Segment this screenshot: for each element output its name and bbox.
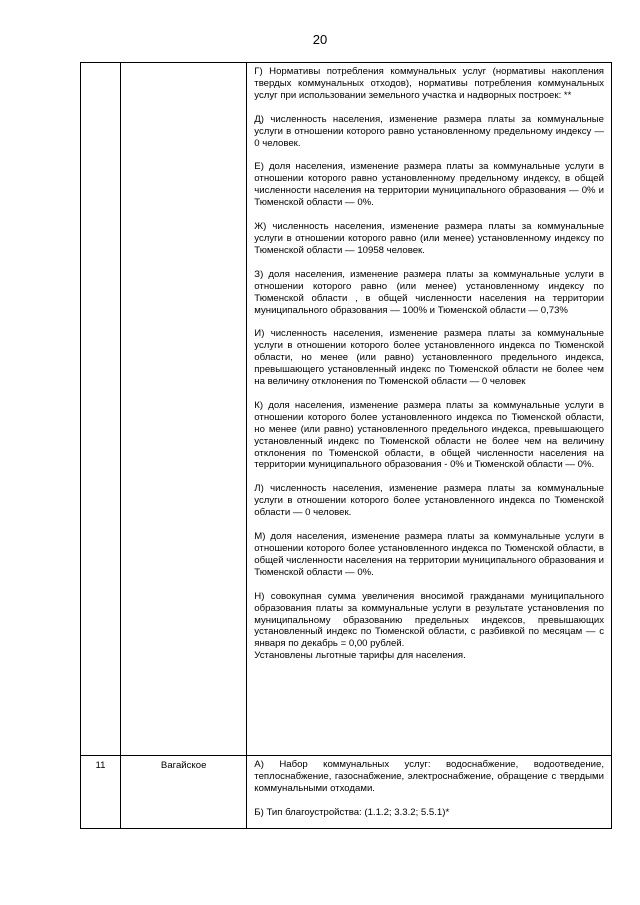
row-number-cell: 11 xyxy=(81,756,121,829)
preferential-tariffs-note: Установлены льготные тарифы для населения. xyxy=(254,650,466,662)
table-row xyxy=(81,756,612,829)
table-row xyxy=(81,63,612,756)
paragraph-m: М) доля населения, изменение размера платы за коммунальные услуги в отношении которого более установленного индекса по Тюменской области, в общей численности населения на территории муниципального образования и Тюменской области — 0%. xyxy=(254,531,604,578)
description-cell xyxy=(247,756,612,829)
paragraph-l: Л) численность населения, изменение размера платы за коммунальные услуги в отношении которого более установленного индекса по Тюменской области — 0 человек. xyxy=(254,483,604,519)
paragraph-zh: Ж) численность населения, изменение размера платы за коммунальные услуги в отношении которого равно (или менее) установленному индексу по Тюменской области — 10958 человек. xyxy=(254,221,604,256)
paragraph-z: З) доля населения, изменение размера платы за коммунальные услуги в отношении которого равно (или менее) установленному индексу по Тюменской области , в общей численности населения на территории муниципального образования — 100% и Тюменской области — 0,73% xyxy=(254,268,604,316)
paragraph-i: И) численность населения, изменение размера платы за коммунальные услуги в отношении которого более установленного индекса по Тюменской области, но менее (или равно) установленного предельного индекса, превышающего установленный индекс по Тюменской области не более чем на величину отклонения по Тюменской области — 0 человек xyxy=(254,328,604,388)
page-number: 20 xyxy=(312,32,328,47)
description-cell xyxy=(247,63,612,756)
municipal-tariff-table xyxy=(80,62,612,829)
paragraph-b: Б) Тип благоустройства: (1.1.2; 3.3.2; 5.5.1)* xyxy=(254,806,450,818)
paragraph-a: А) Набор коммунальных услуг: водоснабжение, водоотведение, теплоснабжение, газоснабжение, электроснабжение, обращение с твердыми коммунальными отходами. xyxy=(254,759,604,794)
paragraph-g: Г) Нормативы потребления коммунальных услуг (нормативы накопления твердых коммунальных отходов), нормативы потребления коммунальных услуг при использовании земельного участка и надворных построек: ** xyxy=(254,66,604,101)
paragraph-k: К) доля населения, изменение размера платы за коммунальные услуги в отношении которого более установленного индекса по Тюменской области, но менее (или равно) установленного предельного индекса, превышающего установленный индекс по Тюменской области не более чем на величину отклонения по Тюменской области, в общей численности населения на территории муниципального образования - 0% и Тюменской области — 0%. xyxy=(254,399,604,471)
paragraph-d: Д) численность населения, изменение размера платы за коммунальные услуги в отношении которого равно установленному предельному индексу — 0 человек. xyxy=(254,113,604,149)
municipality-name-cell xyxy=(121,63,247,756)
row-number-cell xyxy=(81,63,121,756)
municipality-name-cell: Вагайское xyxy=(121,756,247,829)
paragraph-e: Е) доля населения, изменение размера платы за коммунальные услуги в отношении которого равно установленному предельному индексу, в общей численности населения на территории муниципального образования — 0% и Тюменской области — 0%. xyxy=(254,161,604,209)
paragraph-n: Н) совокупная сумма увеличения вносимой гражданами муниципального образования платы за коммунальные услуги в результате установления по муниципальному образованию предельных индексов, превышающих установленный индекс по Тюменской области, с разбивкой по месяцам — с января по декабрь = 0,00 рублей. xyxy=(254,590,604,650)
